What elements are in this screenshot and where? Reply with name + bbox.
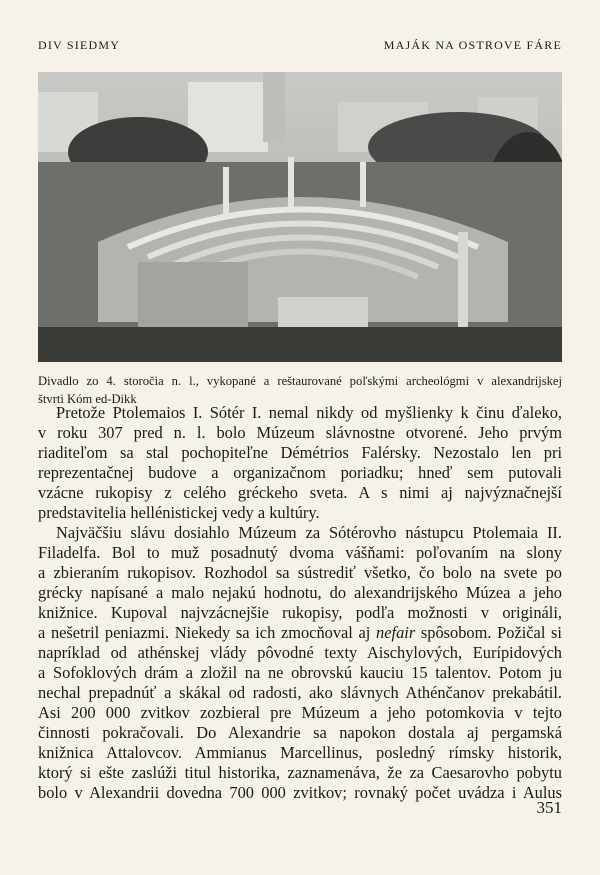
text-line: knižnice. Kupoval najvzácnejšie rukopisy, podľa možnosti v origináli, <box>38 603 562 622</box>
caption-line: Divadlo zo 4. storočia n. l., vykopané a reštaurované poľskými archeológmi v alexandrijskej <box>38 374 562 388</box>
text-line: a zbieraním rukopisov. Rozhodol sa sústrediť všetko, čo bolo na svete po <box>38 563 562 582</box>
text-line: vzácne rukopisy z celého gréckeho sveta. A s nimi aj najvýznačnejší <box>38 483 562 502</box>
paragraph <box>38 403 562 523</box>
text-line: knižnica Attalovcov. Ammianus Marcellinus, posledný rímsky historik, <box>38 743 562 762</box>
page-number: 351 <box>536 798 562 817</box>
text-line: a nešetril peniazmi. Niekedy sa ich zmocňoval aj nefair spôsobom. Požičal si <box>38 623 562 642</box>
text-line: napríklad od athénskej vlády pôvodné texty Aischylových, Eurípidových <box>38 643 562 662</box>
text-line: reprezentačnej budove a organizačnom poriadku; hneď sem putovali <box>38 463 562 482</box>
paragraph <box>38 523 562 803</box>
text-line: predstavitelia hellénistickej vedy a kultúry. <box>38 503 320 522</box>
text-line: nechal prepadnúť a skákal od radosti, ako slávnych Athénčanov prekabátil. <box>38 683 562 702</box>
text-line: bolo v Alexandrii dovedna 700 000 zvitkov; rovnaký počet uvádza i Aulus <box>38 783 562 802</box>
text-line: a Sofoklových drám a zložil na ne obrovskú kauciu 15 talentov. Potom ju <box>38 663 562 682</box>
running-header-title: MAJÁK NA OSTROVE FÁRE <box>383 38 562 52</box>
text-line: Asi 200 000 zvitkov zozbieral pre Múzeum a jeho potomkovia v tejto <box>38 703 562 722</box>
text-line: ktorý si ešte zaslúži titul historika, zaznamenáva, že za Caesarovho pobytu <box>38 763 562 782</box>
text-line: Filadelfa. Bol to muž posadnutý dvoma vášňami: poľovaním na slony <box>38 543 562 562</box>
text-line: riaditeľom sa stal pochopiteľne Démétrios Falérsky. Nezostalo len pri <box>38 443 562 462</box>
text-line: Najväčšiu slávu dosiahlo Múzeum za Sótérovho nástupcu Ptolemaia II. <box>56 523 562 542</box>
text-line: v roku 307 pred n. l. bolo Múzeum slávnostne otvorené. Jeho prvým <box>38 423 562 442</box>
running-header-chapter: DIV SIEDMY <box>38 38 121 52</box>
italic-word: nefair <box>376 623 416 642</box>
body-text <box>38 403 562 803</box>
text-line: grécky napísané a malo nejakú hodnotu, do alexandrijského Múzea a jeho <box>38 583 562 602</box>
caption-line: štvrti Kóm ed-Dikk <box>38 392 137 406</box>
text-line: Pretože Ptolemaios I. Sótér I. nemal nikdy od myšlienky k činu ďaleko, <box>56 403 562 422</box>
theatre-photo <box>38 72 562 362</box>
text-line: činnosti pokračovali. Do Alexandrie sa napokon dostala aj pergamská <box>38 723 562 742</box>
